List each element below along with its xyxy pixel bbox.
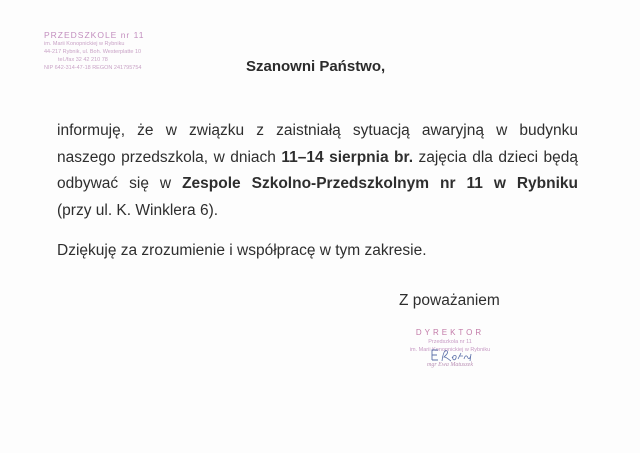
- body-line-2: [57, 145, 578, 172]
- thanks-line: Dziękuję za zrozumienie i współpracę w tym zakresie.: [57, 242, 427, 259]
- stamp-line: NIP 642-314-47-18 REGON 241795754: [44, 65, 142, 71]
- body-line-1: informuję, że w związku z zaistniałą sytuacją awaryjną w budynku: [57, 122, 578, 139]
- stamp-line: Przedszkola nr 11: [428, 339, 472, 345]
- body-text-segment: naszego przedszkola, w dniach: [57, 148, 282, 166]
- stamp-line: 44-217 Rybnik, ul. Boh. Westerplatte 10: [44, 49, 142, 55]
- stamp-line: im. Marii Konopnickiej w Rybniku: [409, 347, 491, 353]
- stamp-line: tel./fax 32 42 210 78: [58, 57, 108, 63]
- body-line-3: [57, 171, 578, 198]
- stamp-role: DYREKTOR: [415, 328, 485, 337]
- body-text-segment: zajęcia dla dzieci będą: [413, 148, 578, 166]
- date-range-bold: 11–14 sierpnia br.: [281, 148, 414, 166]
- stamp-title: PRZEDSZKOLE nr 11: [44, 30, 145, 40]
- handwritten-signature: [428, 345, 478, 365]
- school-name-bold: Zespole Szkolno-Przedszkolnym nr 11 w Rybniku: [182, 175, 578, 192]
- director-name: mgr Ewa Matuszek: [427, 362, 473, 368]
- body-text-segment: odbywać się w: [57, 175, 183, 192]
- letter-body: [57, 118, 578, 224]
- stamp-line: im. Marii Konopnickiej w Rybniku: [44, 41, 125, 47]
- letter-greeting: Szanowni Państwo,: [246, 58, 386, 75]
- institution-stamp: [44, 30, 144, 72]
- body-line-4: (przy ul. K. Winklera 6).: [57, 201, 219, 219]
- closing-line: Z poważaniem: [399, 292, 500, 309]
